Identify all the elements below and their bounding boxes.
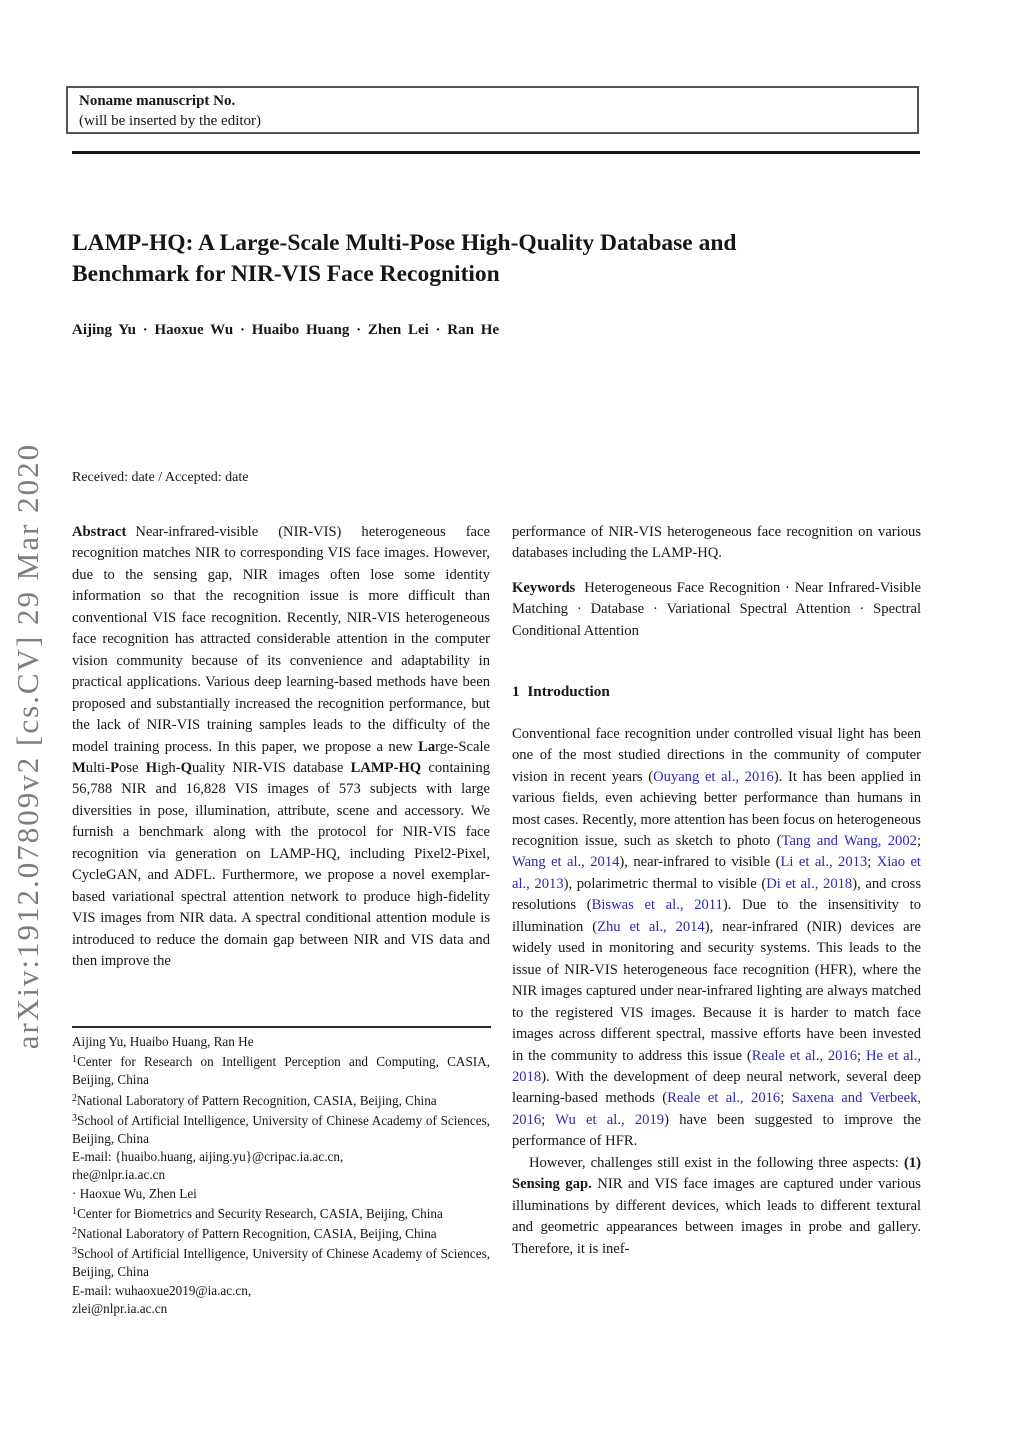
abstract-continuation: performance of NIR-VIS heterogeneous face recognition on various databases including the LAMP-HQ. bbox=[512, 524, 921, 562]
citation-link[interactable]: Reale et al., 2016 bbox=[667, 1090, 781, 1107]
authors-line: Aijing Yu · Haoxue Wu · Huaibo Huang · Zhen Lei · Ran He bbox=[72, 322, 500, 338]
citation-link[interactable]: Reale et al., 2016 bbox=[751, 1047, 858, 1064]
citation-link[interactable]: Biswas et al., 2011 bbox=[591, 897, 723, 914]
keywords-paragraph bbox=[512, 578, 921, 642]
footnote-rule bbox=[72, 1026, 491, 1028]
arxiv-watermark: arXiv:1912.07809v2 [cs.CV] 29 Mar 2020 bbox=[10, 442, 45, 1050]
manuscript-no-line: Noname manuscript No. bbox=[79, 93, 236, 109]
abstract-paragraph bbox=[72, 522, 490, 973]
right-column bbox=[512, 522, 921, 1260]
citation-link[interactable]: Saxena and Verbeek, 2016 bbox=[512, 1090, 922, 1128]
introduction-paragraph-2: However, challenges still exist in the following three aspects: (1) Sensing gap. NIR and VIS face images are captured under various illuminations by different devices, which leads to different textural and geometric appearances between images in probe and gallery. Therefore, it is inef- bbox=[512, 1154, 921, 1257]
citation-link[interactable]: Ouyang et al., 2016 bbox=[653, 768, 774, 785]
citation-link[interactable]: Zhu et al., 2014 bbox=[597, 918, 705, 935]
keywords-text: Heterogeneous Face Recognition · Near Infrared-Visible Matching · Database · Variational Spectral Attention · Spectral Conditional Attention bbox=[512, 579, 921, 639]
citation-link[interactable]: He et al., 2018 bbox=[512, 1047, 921, 1085]
citation-link[interactable]: Di et al., 2018 bbox=[766, 875, 853, 892]
manuscript-note-box bbox=[66, 86, 919, 134]
paper-title: LAMP-HQ: A Large-Scale Multi-Pose High-Quality Database and Benchmark for NIR-VIS Face Recognition bbox=[72, 230, 737, 287]
header-rule bbox=[72, 151, 920, 154]
keywords-label: Keywords bbox=[512, 579, 576, 596]
left-column bbox=[72, 522, 490, 973]
citation-link[interactable]: Wu et al., 2019 bbox=[555, 1111, 665, 1128]
citation-link[interactable]: Xiao et al., 2013 bbox=[512, 854, 921, 892]
introduction-paragraph-1: Conventional face recognition under controlled visual light has been one of the most studied directions in the community of computer vision in recent years (Ouyang et al., 2016). It has been applied in various fields, even achieving better performance than humans in most cases. Recently, more attention has been focus on heterogeneous recognition issue, such as sketch to photo (Tang and Wang, 2002; Wang et al., 2014), near-infrared to visible (Li et al., 2013; Xiao et al., 2013), polarimetric thermal to visible (Di et al., 2018), and cross resolutions (Biswas et al., 2011). Due to the insensitivity to illumination (Zhu et al., 2014), near-infrared (NIR) devices are widely used in monitoring and security systems. This leads to the issue of NIR-VIS heterogeneous face recognition (HFR), where the NIR images captured under near-infrared lighting are always matched to the registered VIS images. Because it is harder to match face images across different spectral, massive efforts have been invested in the community to address this issue (Reale et al., 2016; He et al., 2018). With the development of deep neural network, several deep learning-based methods (Reale et al., 2016; Saxena and Verbeek, 2016; Wu et al., 2019) have been suggested to improve the performance of HFR. bbox=[512, 725, 922, 1150]
abstract-text: Near-infrared-visible (NIR-VIS) heterogeneous face recognition matches NIR to corresponding VIS face images. However, due to the sensing gap, NIR images often lose some identity information so that the recognition issue is more difficult than conventional VIS face recognition. Recently, NIR-VIS heterogeneous face recognition has attracted considerable attention in the computer vision community because of its convenience and adaptability in practical applications. Various deep learning-based methods have been proposed and substantially increased the recognition performance, but the lack of NIR-VIS training samples leads to the difficulty of the model training process. In this paper, we propose a new Large-Scale Multi-Pose High-Quality NIR-VIS database LAMP-HQ containing 56,788 NIR and 16,828 VIS images of 573 subjects with large diversities in pose, illumination, attribute, scene and accessory. We furnish a benchmark along with the protocol for NIR-VIS face recognition via generation on LAMP-HQ, including Pixel2-Pixel, CycleGAN, and ADFL. Furthermore, we propose a novel exemplar-based variational spectral attention network to produce high-fidelity VIS images from NIR data. A spectral conditional attention module is introduced to reduce the domain gap between NIR and VIS data and then improve the bbox=[72, 524, 490, 970]
section-heading-introduction: 1 Introduction bbox=[512, 683, 610, 701]
citation-link[interactable]: Wang et al., 2014 bbox=[512, 854, 620, 871]
citation-link[interactable]: Tang and Wang, 2002 bbox=[781, 832, 917, 849]
editor-note-line: (will be inserted by the editor) bbox=[79, 113, 262, 129]
received-accepted-line: Received: date / Accepted: date bbox=[72, 470, 249, 485]
author-footnotes: Aijing Yu, Huaibo Huang, Ran He $^1$Center for Research on Intelligent Perception and Computing, CASIA, Beijing, China $^2$National Laboratory of Pattern Recognition, CASIA, Beijing, China $^3$School of Artificial Intelligence, University of Chinese Academy of Sciences, Beijing, China E-mail: {huaibo.huang, aijing.yu}@cripac.ia.ac.cn, rhe@nlpr.ia.ac.cn · Haoxue Wu, Zhen Lei $^1$Center for Biometrics and Security Research, CASIA, Beijing, China $^2$National Laboratory of Pattern Recognition, CASIA, Beijing, China $^3$School of Artificial Intelligence, University of Chinese Academy of Sciences, Beijing, China E-mail: wuhaoxue2019@ia.ac.cn, zlei@nlpr.ia.ac.cn bbox=[72, 1034, 490, 1316]
abstract-label: Abstract bbox=[72, 524, 127, 540]
citation-link[interactable]: Li et al., 2013 bbox=[780, 854, 868, 871]
